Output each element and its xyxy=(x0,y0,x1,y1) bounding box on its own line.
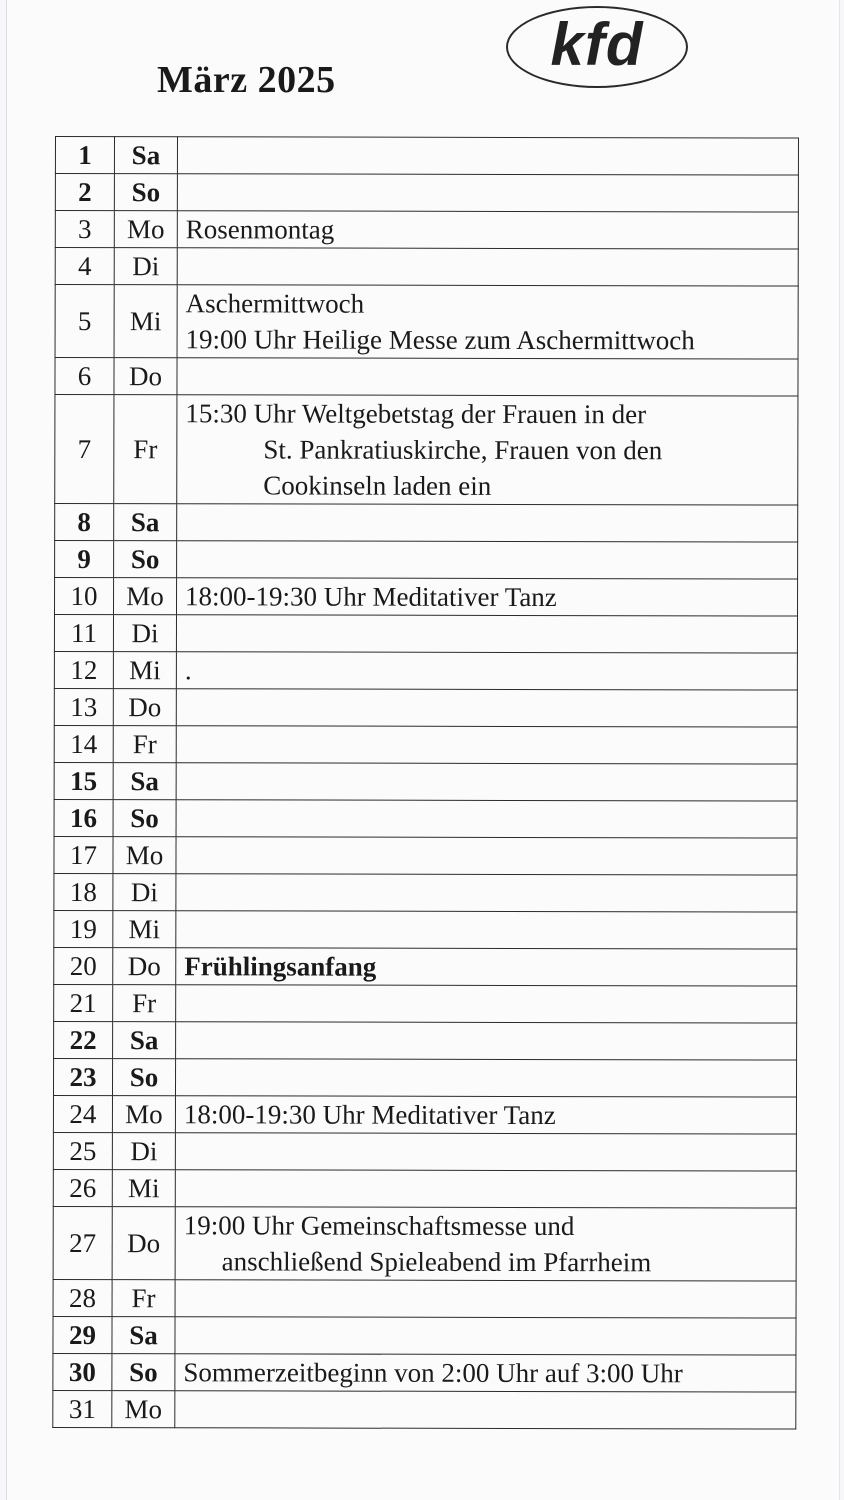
day-number: 16 xyxy=(54,799,113,836)
day-number: 25 xyxy=(53,1132,112,1169)
calendar-row-day-23 xyxy=(53,1058,796,1097)
calendar-row-day-24 xyxy=(53,1095,796,1134)
day-number: 30 xyxy=(53,1353,112,1390)
day-number: 15 xyxy=(54,762,113,799)
weekday: Di xyxy=(114,248,177,285)
weekday: So xyxy=(112,1059,175,1096)
event-cell xyxy=(177,358,798,396)
event-cell xyxy=(176,1022,797,1060)
calendar-row-day-2 xyxy=(55,174,798,213)
day-number: 12 xyxy=(54,651,113,688)
calendar-row-day-8 xyxy=(55,504,798,543)
calendar-row-day-6 xyxy=(55,358,798,397)
calendar-row-day-10 xyxy=(54,578,797,617)
calendar-row-day-29 xyxy=(53,1316,796,1355)
event-text: 19:00 Uhr Heilige Messe zum Aschermittwoch xyxy=(185,324,695,356)
weekday: Fr xyxy=(112,1280,175,1317)
weekday: Do xyxy=(113,689,176,726)
event-cell xyxy=(176,874,797,912)
event-text: 18:00-19:30 Uhr Meditativer Tanz xyxy=(185,581,557,613)
calendar-row-day-19 xyxy=(54,910,797,949)
weekday: Mi xyxy=(113,652,176,689)
weekday: So xyxy=(114,541,177,578)
day-number: 2 xyxy=(55,174,114,211)
event-cell xyxy=(177,504,798,542)
event-cell xyxy=(177,395,798,505)
event-cell xyxy=(177,137,798,175)
event-cell xyxy=(175,1354,796,1392)
weekday: Sa xyxy=(114,504,177,541)
event-cell xyxy=(176,911,797,949)
calendar-row-day-31 xyxy=(53,1390,796,1429)
weekday: Sa xyxy=(113,763,176,800)
event-cell xyxy=(176,689,797,727)
calendar-row-day-18 xyxy=(54,873,797,912)
day-number: 17 xyxy=(54,836,113,873)
calendar-row-day-26 xyxy=(53,1169,796,1208)
day-number: 19 xyxy=(54,910,113,947)
day-number: 8 xyxy=(55,504,114,541)
weekday: Mo xyxy=(114,211,177,248)
event-cell xyxy=(176,837,797,875)
weekday: Mi xyxy=(114,285,177,358)
weekday: Di xyxy=(112,1133,175,1170)
event-cell xyxy=(175,1096,796,1134)
calendar-row-day-3 xyxy=(55,211,798,250)
day-number: 29 xyxy=(53,1316,112,1353)
calendar-row-day-12 xyxy=(54,651,797,690)
kfd-logo-text: kfd xyxy=(550,10,644,78)
event-cell xyxy=(177,285,798,359)
event-cell xyxy=(175,1170,796,1208)
calendar-sheet xyxy=(6,0,840,1500)
event-text: 18:00-19:30 Uhr Meditativer Tanz xyxy=(183,1099,556,1131)
day-number: 6 xyxy=(55,358,114,395)
day-number: 14 xyxy=(54,725,113,762)
day-number: 24 xyxy=(53,1095,112,1132)
event-cell xyxy=(175,1391,796,1429)
event-text: 19:00 Uhr Gemeinschaftsmesse und xyxy=(183,1210,575,1242)
event-cell xyxy=(176,578,797,616)
weekday: So xyxy=(113,800,176,837)
weekday: Fr xyxy=(113,985,176,1022)
event-text: . xyxy=(184,655,192,686)
weekday: Do xyxy=(113,948,176,985)
event-text: anschließend Spieleabend im Pfarrheim xyxy=(221,1246,652,1278)
day-number: 26 xyxy=(53,1169,112,1206)
event-cell xyxy=(177,174,798,212)
event-cell xyxy=(176,763,797,801)
day-number: 5 xyxy=(55,285,114,358)
weekday: Sa xyxy=(113,1022,176,1059)
weekday: So xyxy=(112,1354,175,1391)
weekday: Sa xyxy=(114,137,177,174)
event-cell xyxy=(175,1059,796,1097)
weekday: Do xyxy=(114,358,177,395)
event-text: Sommerzeitbeginn von 2:00 Uhr auf 3:00 Uhr xyxy=(183,1357,683,1389)
event-cell xyxy=(177,248,798,286)
event-cell xyxy=(176,800,797,838)
day-number: 27 xyxy=(53,1206,112,1279)
day-number: 11 xyxy=(54,615,113,652)
day-number: 23 xyxy=(53,1058,112,1095)
weekday: Do xyxy=(112,1207,175,1280)
weekday: Mo xyxy=(113,578,176,615)
day-number: 31 xyxy=(53,1390,112,1427)
kfd-logo xyxy=(506,6,688,88)
day-number: 10 xyxy=(54,578,113,615)
weekday: Sa xyxy=(112,1317,175,1354)
event-cell xyxy=(176,948,797,986)
event-text: Cookinseln laden ein xyxy=(263,470,492,501)
event-cell xyxy=(176,652,797,690)
day-number: 9 xyxy=(55,541,114,578)
event-cell xyxy=(176,615,797,653)
weekday: Mi xyxy=(113,911,176,948)
day-number: 22 xyxy=(54,1021,113,1058)
weekday: Mo xyxy=(113,837,176,874)
calendar-row-day-7 xyxy=(55,395,798,506)
day-number: 3 xyxy=(55,211,114,248)
event-text: St. Pankratiuskirche, Frauen von den xyxy=(263,434,663,466)
day-number: 21 xyxy=(54,984,113,1021)
day-number: 20 xyxy=(54,947,113,984)
calendar-row-day-21 xyxy=(54,984,797,1023)
weekday: Mo xyxy=(112,1096,175,1133)
event-cell xyxy=(175,1317,796,1355)
calendar-row-day-15 xyxy=(54,762,797,801)
day-number: 18 xyxy=(54,873,113,910)
calendar-row-day-4 xyxy=(55,248,798,287)
weekday: Di xyxy=(113,615,176,652)
calendar-row-day-13 xyxy=(54,688,797,727)
event-text: Aschermittwoch xyxy=(185,288,365,319)
calendar-row-day-16 xyxy=(54,799,797,838)
calendar-row-day-30 xyxy=(53,1353,796,1392)
weekday: Mo xyxy=(112,1391,175,1428)
calendar-row-day-25 xyxy=(53,1132,796,1171)
calendar-row-day-11 xyxy=(54,615,797,654)
calendar-row-day-22 xyxy=(54,1021,797,1060)
calendar-row-day-1 xyxy=(55,137,798,176)
calendar-row-day-20 xyxy=(54,947,797,986)
event-cell xyxy=(177,211,798,249)
weekday: Fr xyxy=(114,395,177,504)
calendar-row-day-9 xyxy=(55,541,798,580)
event-cell xyxy=(175,1207,796,1281)
month-title: März 2025 xyxy=(157,59,336,101)
event-text: 15:30 Uhr Weltgebetstag der Frauen in der xyxy=(185,398,647,430)
event-text: Frühlingsanfang xyxy=(184,951,377,982)
weekday: So xyxy=(114,174,177,211)
day-number: 13 xyxy=(54,688,113,725)
calendar-row-day-14 xyxy=(54,725,797,764)
day-number: 4 xyxy=(55,248,114,285)
event-cell xyxy=(177,541,798,579)
day-number: 7 xyxy=(55,395,114,504)
event-cell xyxy=(175,1133,796,1171)
event-text: Rosenmontag xyxy=(185,214,335,245)
weekday: Mi xyxy=(112,1170,175,1207)
weekday: Di xyxy=(113,874,176,911)
calendar-row-day-5 xyxy=(55,285,798,360)
calendar-row-day-17 xyxy=(54,836,797,875)
event-cell xyxy=(175,1280,796,1318)
calendar-row-day-27 xyxy=(53,1206,796,1281)
calendar-row-day-28 xyxy=(53,1279,796,1318)
event-cell xyxy=(176,726,797,764)
weekday: Fr xyxy=(113,726,176,763)
calendar-table xyxy=(52,136,799,1430)
event-cell xyxy=(176,985,797,1023)
day-number: 1 xyxy=(55,137,114,174)
day-number: 28 xyxy=(53,1279,112,1316)
